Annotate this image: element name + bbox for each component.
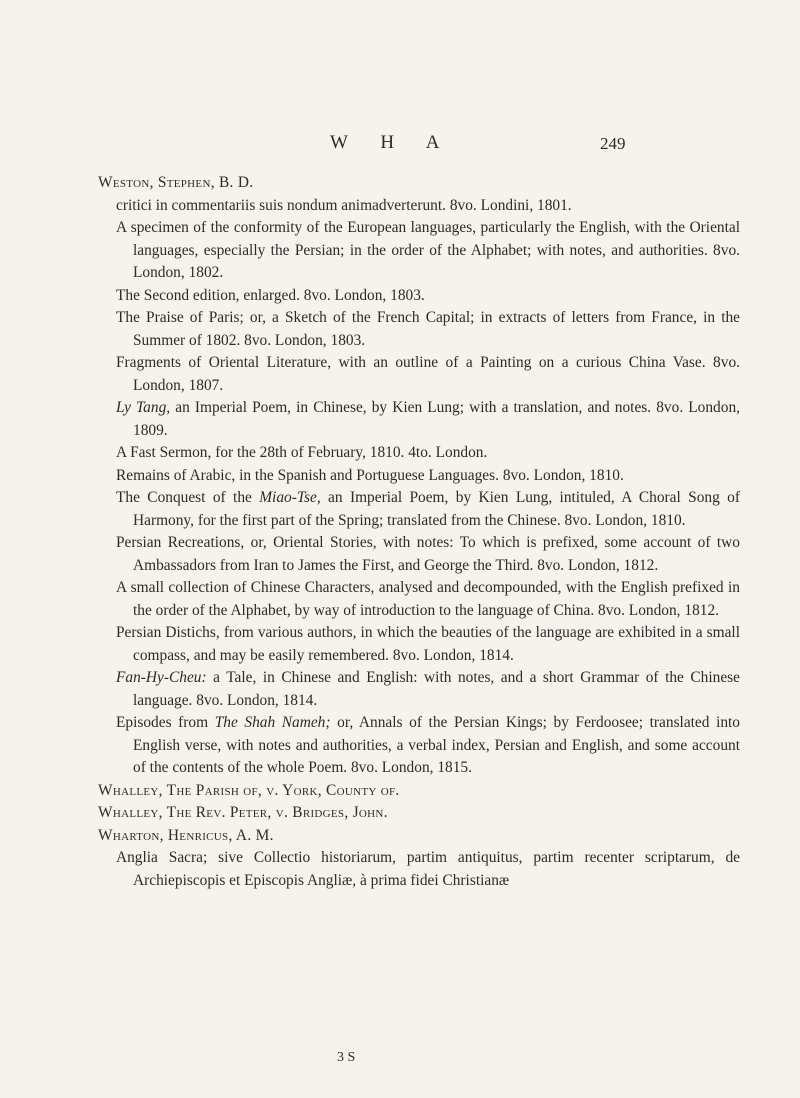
catalogue-entry — [0, 465, 800, 488]
entry-text: Persian Recreations, or, Oriental Stories, with notes: To which is prefixed, some account of two Ambassadors from Iran to James the First, and George the Third. 8vo. London, 1812. — [116, 534, 740, 574]
author-heading — [0, 780, 800, 803]
running-title: W H A — [330, 132, 454, 153]
catalogue-entry — [0, 622, 800, 667]
catalogue-entry — [0, 352, 800, 397]
entry-italic-title: Fan-Hy-Cheu: — [116, 669, 207, 686]
entry-text: A Fast Sermon, for the 28th of February, 1810. 4to. London. — [116, 444, 488, 461]
entry-text: The Praise of Paris; or, a Sketch of the French Capital; in extracts of letters from France, in the Summer of 1802. 8vo. London, 1803. — [116, 309, 740, 349]
entry-text: Persian Distichs, from various authors, in which the beauties of the language are exhibited in a small compass, and may be easily remembered. 8vo. London, 1814. — [116, 624, 740, 664]
catalogue-entry — [0, 712, 800, 780]
signature-mark: 3 S — [337, 1050, 356, 1065]
author-heading — [0, 172, 800, 195]
catalogue-entry — [0, 577, 800, 622]
catalogue-entry — [0, 307, 800, 352]
entry-text: A specimen of the conformity of the European languages, particularly the English, with the Oriental languages, especially the Persian; in the order of the Alphabet; with notes, and authorities. 8vo. London, 1802. — [116, 219, 740, 281]
entry-text: or, Annals of the Persian Kings; by Ferdoosee; translated into English verse, with notes and authorities, a verbal index, Persian and English, and some account of the contents of the whole Poem. 8vo. London, 1815. — [133, 714, 741, 776]
catalogue-entry — [0, 532, 800, 577]
author-heading-text: Whalley, The Parish of, v. York, County of. — [98, 781, 400, 799]
author-heading-text: Whalley, The Rev. Peter, v. Bridges, John. — [98, 804, 388, 821]
entry-text: critici in commentariis suis nondum animadverterunt. 8vo. Londini, 1801. — [116, 196, 572, 214]
entry-text: a Tale, in Chinese and English: with notes, and a short Grammar of the Chinese language. 8vo. London, 1814. — [133, 669, 740, 709]
catalogue-entry — [0, 217, 800, 285]
entry-italic-title: Ly Tang, — [116, 399, 171, 416]
entry-lead: Episodes from — [116, 714, 215, 731]
catalogue-entry — [0, 195, 800, 218]
catalogue-entry — [0, 442, 800, 465]
catalogue-entry — [0, 847, 800, 892]
catalogue-entries — [0, 172, 800, 892]
entry-text: The Second edition, enlarged. 8vo. London, 1803. — [116, 286, 425, 304]
entry-text: A small collection of Chinese Characters, analysed and decompounded, with the English prefixed in the order of the Alphabet, by way of introduction to the language of China. 8vo. London, 1812. — [116, 579, 740, 619]
author-heading — [0, 825, 800, 848]
catalogue-entry — [0, 285, 800, 308]
entry-lead: The Conquest of the — [116, 489, 260, 506]
entry-italic-title: Miao-Tse, — [259, 489, 321, 506]
entry-text: Fragments of Oriental Literature, with an outline of a Painting on a curious China Vase. 8vo. London, 1807. — [116, 354, 740, 394]
catalogue-entry — [0, 397, 800, 442]
catalogue-entry — [0, 667, 800, 712]
entry-text: Anglia Sacra; sive Collectio historiarum, partim antiquitus, partim recenter scriptarum, de Archiepiscopis et Episcopis Angliæ, à prima fidei Christianæ — [116, 849, 740, 889]
entry-italic-title: The Shah Nameh; — [214, 714, 331, 731]
author-heading — [0, 802, 800, 825]
entry-text: an Imperial Poem, by Kien Lung, intituled, A Choral Song of Harmony, for the first part of the Spring; translated from the Chinese. 8vo. London, 1810. — [133, 489, 740, 529]
author-heading-text: Wharton, Henricus, A. M. — [98, 826, 274, 844]
running-head — [0, 132, 800, 162]
entry-text: Remains of Arabic, in the Spanish and Portuguese Languages. 8vo. London, 1810. — [116, 466, 624, 484]
page-number: 249 — [600, 134, 626, 153]
entry-text: an Imperial Poem, in Chinese, by Kien Lung; with a translation, and notes. 8vo. London, 1809. — [133, 399, 740, 439]
catalogue-entry — [0, 487, 800, 532]
author-heading-text: Weston, Stephen, B. D. — [98, 174, 254, 191]
